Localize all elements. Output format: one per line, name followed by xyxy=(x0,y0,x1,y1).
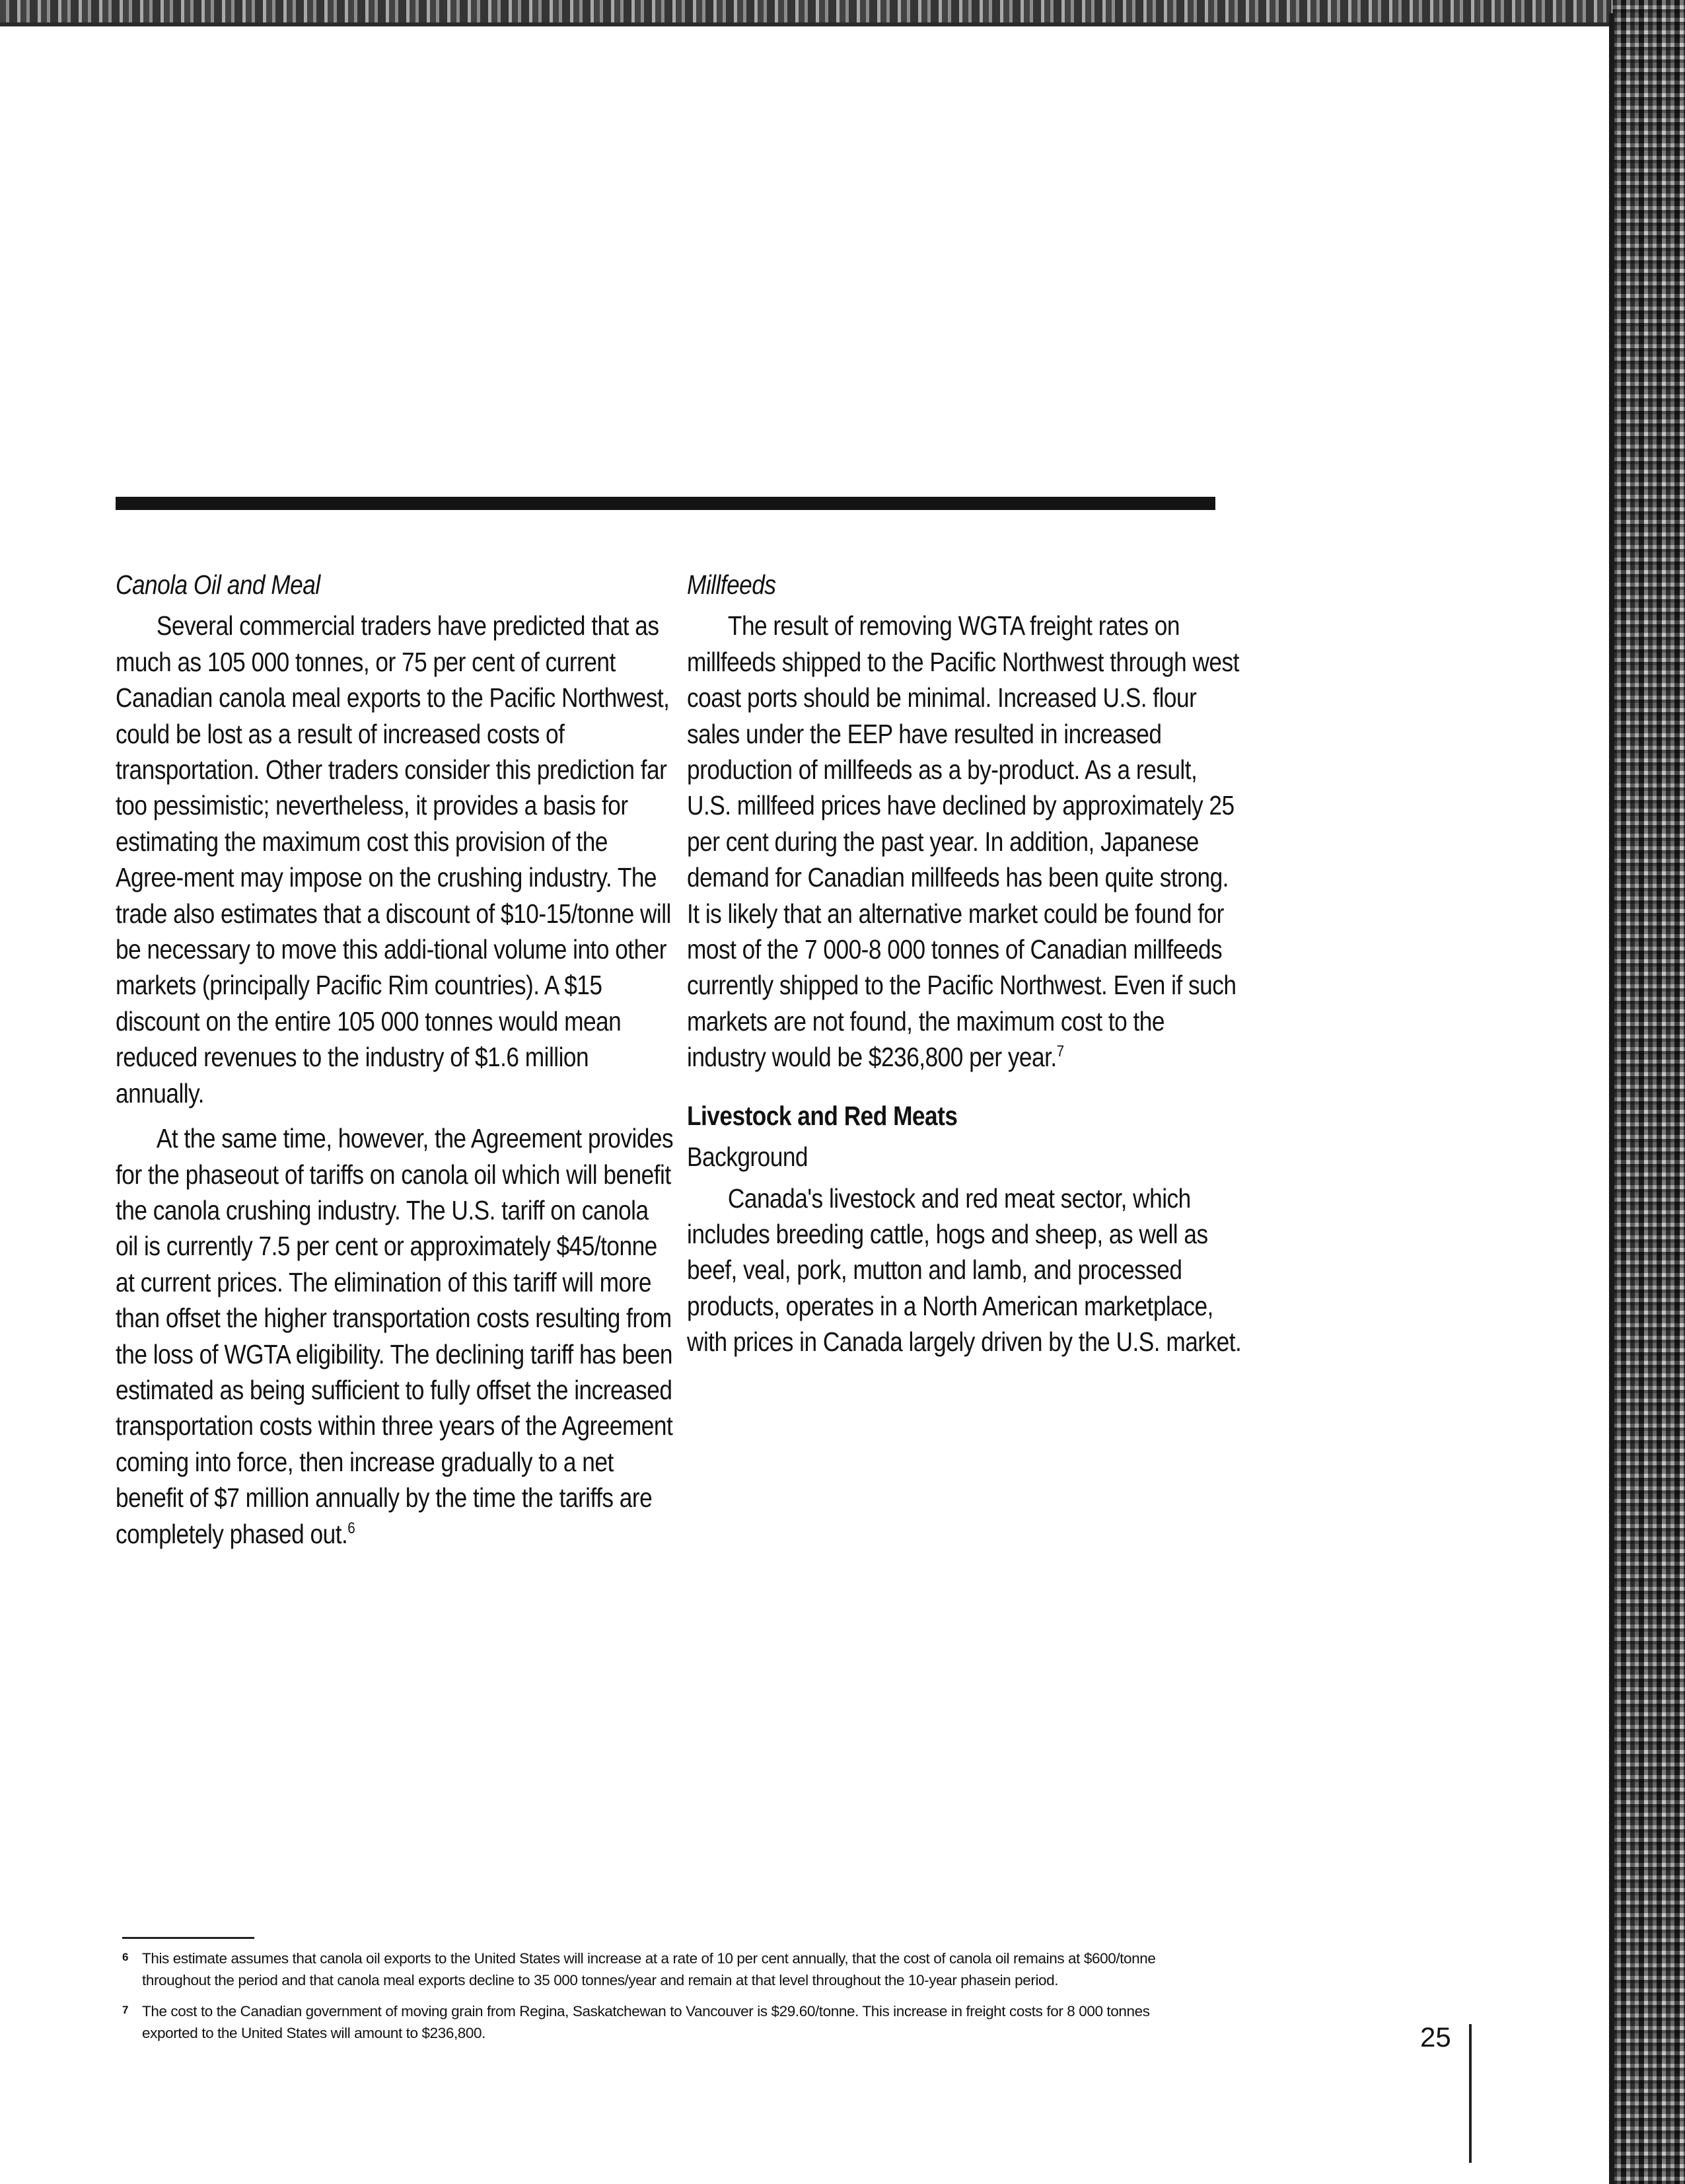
page-number-bar xyxy=(1469,2024,1472,2163)
footnote-ref-6: 6 xyxy=(347,1519,355,1537)
heading-livestock-red-meats: Livestock and Red Meats xyxy=(687,1100,958,1131)
footnote-7 xyxy=(122,2000,1205,2044)
scan-right-edge-line xyxy=(1609,13,1614,2184)
footnote-rule xyxy=(122,1937,254,1939)
footnotes xyxy=(122,1947,1205,2044)
right-column xyxy=(687,567,1246,1360)
canola-paragraph-1: Several commercial traders have predicted that as much as 105 000 tonnes, or 75 per cent of current Canadian canola meal exports to the Pacific Northwest, could be lost as a result of increased costs of transportation. Other traders consider this prediction far too pessimistic; nevertheless, it provides a basis for estimating the maximum cost this provision of the Agree-ment may impose on the crushing industry. The trade also estimates that a discount of $10-15/tonne will be necessary to move this addi-tional volume into other markets (principally Pacific Rim countries). A $15 discount on the entire 105 000 tonnes would mean reduced revenues to the industry of $1.6 million annually. xyxy=(116,610,671,1109)
heading-background: Background xyxy=(687,1142,808,1173)
canola-paragraph-2-text: At the same time, however, the Agreement provides for the phaseout of tariffs on canola oil which will benefit the canola crushing industry. The U.S. tariff on canola oil is currently 7.5 per cent or approximately $45/tonne at current prices. The elimination of this tariff will more than offset the higher transportation costs resulting from the loss of WGTA eligibility. The declining tariff has been estimated as being sufficient to fully offset the increased transportation costs within three years of the Agreement coming into force, then increase gradually to a net benefit of $7 million annually by the time the tariffs are completely phased out. xyxy=(116,1123,674,1549)
section-divider-rule xyxy=(116,497,1215,510)
scan-top-edge-line xyxy=(0,22,1612,26)
footnote-7-text: The cost to the Canadian government of moving grain from Regina, Saskatchewan to Vancouver is $29.60/tonne. This increase in freight costs for 8 000 tonnes exported to the United States will amount to $236,800. xyxy=(142,2003,1150,2041)
canola-paragraph-2 xyxy=(116,1120,675,1552)
millfeeds-paragraph xyxy=(687,608,1246,1075)
scan-right-edge xyxy=(1612,0,1685,2184)
footnote-ref-7: 7 xyxy=(1056,1042,1064,1061)
heading-canola-oil-meal: Canola Oil and Meal xyxy=(116,569,320,600)
livestock-paragraph: Canada's livestock and red meat sector, which includes breeding cattle, hogs and sheep, as well as beef, veal, pork, mutton and lamb, and processed products, operates in a North American marketplace, with prices in Canada largely driven by the U.S. market. xyxy=(687,1183,1242,1358)
footnote-6 xyxy=(122,1947,1205,1991)
footnote-6-number: 6 xyxy=(122,1951,129,1963)
millfeeds-paragraph-text: The result of removing WGTA freight rates on millfeeds shipped to the Pacific Northwest through west coast ports should be minimal. Increased U.S. flour sales under the EEP have resulted in increased production of millfeeds as a by-product. As a result, U.S. millfeed prices have declined by approximately 25 per cent during the past year. In addition, Japanese demand for Canadian millfeeds has been quite strong. It is likely that an alternative market could be found for most of the 7 000-8 000 tonnes of Canadian millfeeds currently shipped to the Pacific Northwest. Even if such markets are not found, the maximum cost to the industry would be $236,800 per year. xyxy=(687,610,1239,1073)
page-number: 25 xyxy=(1420,2021,1451,2053)
footnote-7-number: 7 xyxy=(122,2004,129,2016)
heading-millfeeds: Millfeeds xyxy=(687,569,776,600)
footnote-6-text: This estimate assumes that canola oil exports to the United States will increase at a rate of 10 per cent annually, that the cost of canola oil remains at $600/tonne throughout the period and that canola meal exports decline to 35 000 tonnes/year and remain at that level throughout the 10-year phasein period. xyxy=(142,1950,1156,1988)
left-column xyxy=(116,567,675,1552)
scan-top-edge xyxy=(0,0,1612,22)
